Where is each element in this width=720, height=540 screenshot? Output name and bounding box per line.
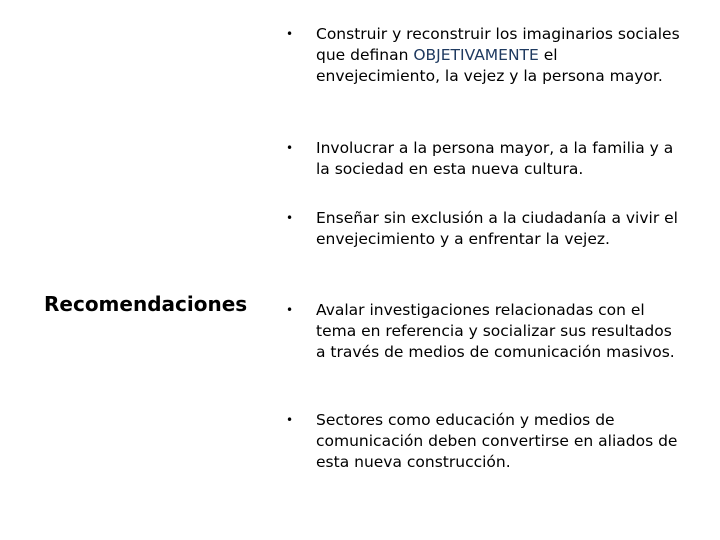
list-item: [286, 208, 686, 250]
emphasis-text: OBJETIVAMENTE: [413, 46, 539, 64]
bullet-icon: •: [286, 141, 294, 155]
bullet-text: [316, 24, 686, 87]
list-item: [286, 138, 686, 180]
list-item: [286, 300, 686, 363]
bullet-icon: •: [286, 413, 294, 427]
bullet-icon: •: [286, 27, 294, 41]
bullet-text-part: el envejecimiento, la vejez y la persona mayor.: [316, 46, 663, 85]
bullet-text: Sectores como educación y medios de comunicación deben convertirse en aliados de esta nueva construcción.: [316, 411, 678, 471]
section-title: Recomendaciones: [44, 292, 248, 316]
bullet-icon: •: [286, 303, 294, 317]
list-item: [286, 410, 686, 473]
list-item: [286, 24, 686, 87]
bullet-text: Enseñar sin exclusión a la ciudadanía a vivir el envejecimiento y a enfrentar la vejez.: [316, 209, 678, 248]
bullet-icon: •: [286, 211, 294, 225]
bullet-text: Avalar investigaciones relacionadas con el tema en referencia y socializar sus resultados a través de medios de comunicación masivos.: [316, 301, 675, 361]
bullet-text-part: Construir y reconstruir los imaginarios sociales que definan: [316, 25, 680, 64]
bullet-text: Involucrar a la persona mayor, a la familia y a la sociedad en esta nueva cultura.: [316, 139, 674, 178]
